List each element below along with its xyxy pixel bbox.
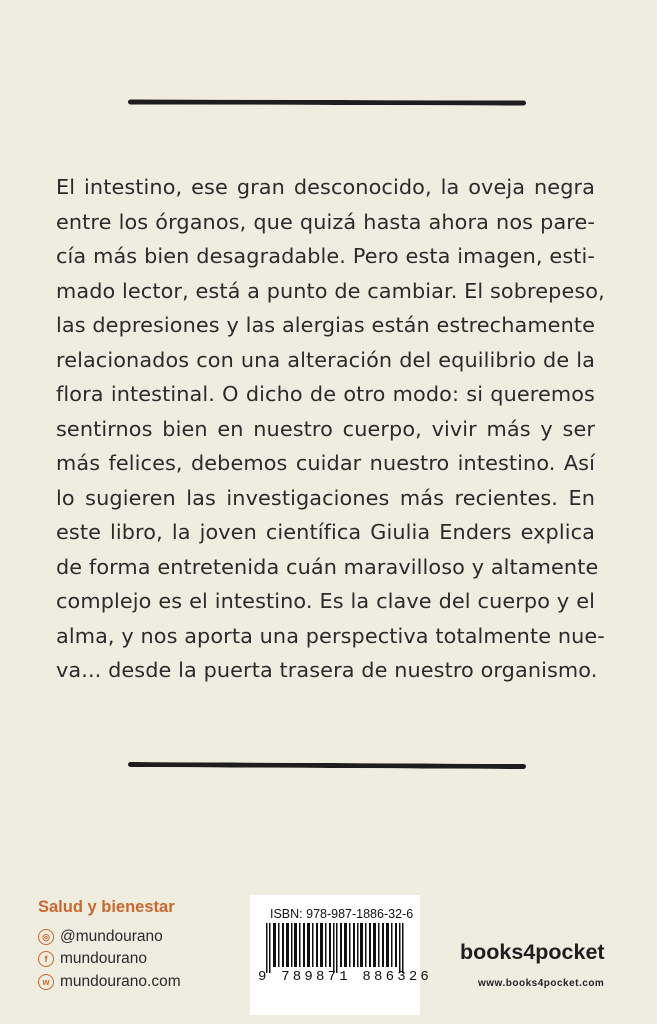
blurb-line: lo sugieren las investigaciones más recientes. En <box>56 485 595 510</box>
social-web[interactable] <box>38 973 181 991</box>
social-instagram[interactable] <box>38 928 163 946</box>
blurb-line: va... desde la puerta trasera de nuestro organismo. <box>56 658 598 682</box>
barcode-panel <box>250 895 433 1015</box>
facebook-icon: f <box>38 951 54 967</box>
instagram-icon: ◎ <box>38 929 54 945</box>
blurb-line: sentirnos bien en nuestro cuerpo, vivir más y ser <box>56 416 595 441</box>
instagram-handle: @mundourano <box>60 928 163 945</box>
web-icon: w <box>38 974 54 990</box>
blurb-line: relacionados con una alteración del equilibrio de la <box>56 347 595 372</box>
website-url: mundourano.com <box>60 973 181 990</box>
blurb-line: este libro, la joven científica Giulia Enders explica <box>56 520 595 544</box>
top-divider-line <box>128 99 526 105</box>
barcode-number: 9 789871 886326 <box>258 969 433 985</box>
publisher-url[interactable]: www.books4pocket.com <box>478 978 605 989</box>
blurb-line: flora intestinal. O dicho de otro modo: si queremos <box>56 382 595 406</box>
blurb-line: entre los órganos, que quizá hasta ahora nos pare- <box>56 209 595 234</box>
publisher-logo: books4pocket <box>460 940 605 964</box>
blurb-line: mado lector, está a punto de cambiar. El sobrepeso, <box>56 278 605 303</box>
isbn-label: ISBN: 978-987-1886-32-6 <box>270 907 414 921</box>
blurb-line: más felices, debemos cuidar nuestro intestino. Así <box>56 451 595 475</box>
bottom-divider-line <box>128 762 526 769</box>
social-facebook[interactable] <box>38 950 147 968</box>
barcode-icon <box>266 923 406 973</box>
category-label: Salud y bienestar <box>38 898 175 916</box>
blurb-line: complejo es el intestino. Es la clave del cuerpo y el <box>56 589 595 613</box>
blurb-line: de forma entretenida cuán maravilloso y altamente <box>56 554 599 579</box>
blurb-line: alma, y nos aporta una perspectiva totalmente nue- <box>56 623 605 648</box>
facebook-handle: mundourano <box>60 950 148 967</box>
blurb-line: las depresiones y las alergias están estrechamente <box>56 313 595 337</box>
blurb-line: cía más bien desagradable. Pero esta imagen, esti- <box>56 244 595 268</box>
back-cover-blurb <box>56 170 605 688</box>
blurb-line: El intestino, ese gran desconocido, la oveja negra <box>56 175 595 199</box>
